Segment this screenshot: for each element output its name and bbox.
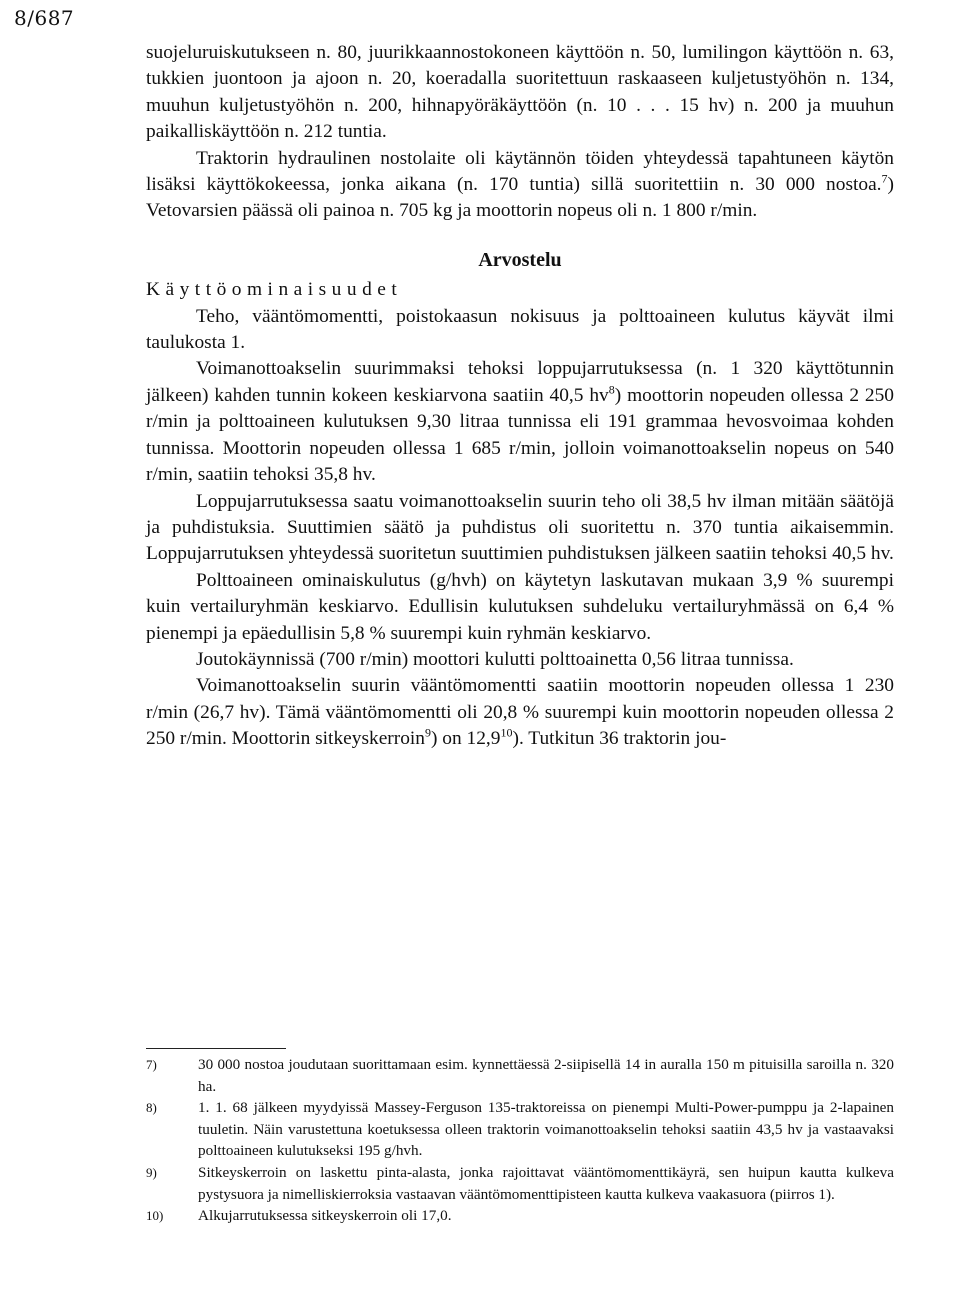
footnote-mark: 8) bbox=[146, 1100, 157, 1116]
paragraph-idle: Joutokäynnissä (700 r/min) moottori kulutti polttoainetta 0,56 litraa tunnissa. bbox=[196, 648, 794, 670]
paragraph-fuel-consumption: Polttoaineen ominaiskulutus (g/hvh) on käytetyn laskutavan mukaan 3,9 % suurempi kuin vertailuryhmän keskiarvo. Edullisin kulutuksen suhdeluku vertailuryhmässä on 6,4 % pienempi ja epäedullisin 5,8 % suurempi kuin ryhmän keskiarvo. bbox=[146, 569, 894, 644]
footnote-9 bbox=[146, 1162, 894, 1205]
subsection-heading: Käyttöominaisuudet bbox=[146, 279, 403, 301]
footnote-text: 1. 1. 68 jälkeen myydyissä Massey-Ferguson 135-traktoreissa on pienempi Multi-Power-pumppu ja 2-lapainen tuuletin. Näin varustettuna koetuksessa olleen traktorin voimanottoakselin tehoksi saatiin 43,5 hv ja vastaavaksi polttoaineen kulutukseksi 195 g/hvh. bbox=[198, 1099, 894, 1160]
body-text bbox=[146, 40, 894, 753]
paragraph-usage-hours: suojeluruiskutukseen n. 80, juurikkaannostokoneen käyttöön n. 50, lumilingon käyttöön n. 63, tukkien juontoon ja ajoon n. 20, koeradalla suoritettuun raskaaseen kuljetustyöhön n. 134, muuhun kuljetustyöhön n. 200, hihnapyöräkäyttöön (n. 10 . . . 15 hv) n. 200 ja muuhun paikalliskäyttöön n. 212 tuntia. bbox=[146, 42, 894, 143]
paragraph-pto-power bbox=[146, 356, 894, 488]
footnote-mark: 7) bbox=[146, 1057, 157, 1072]
paragraph-torque bbox=[146, 673, 894, 752]
torque-text-c: ). Tutkitun 36 traktorin jou- bbox=[512, 728, 727, 750]
paragraph-hydraulic-lift bbox=[146, 146, 894, 225]
page-number: 8/687 bbox=[14, 6, 75, 30]
footnote-8 bbox=[146, 1097, 894, 1162]
paragraph-teho: Teho, vääntömomentti, poistokaasun nokisuus ja polttoaineen kulutus käyvät ilmi taulukosta 1. bbox=[146, 305, 894, 354]
footnote-10 bbox=[146, 1205, 894, 1227]
footnote-text: 30 000 nostoa joudutaan suorittamaan esim. kynnettäessä 2-siipisellä 14 in auralla 150 m pituisilla saroilla n. 320 ha. bbox=[198, 1056, 894, 1095]
torque-text-a: Voimanottoakselin suurin vääntömomentti saatiin moottorin nopeuden ollessa 1 230 r/min (26,7 hv). Tämä vääntömomentti oli 20,8 % suurempi kuin moottorin nopeuden ollessa 2 250 r/min. Moottorin sitkeyskerroin bbox=[146, 675, 894, 750]
footnote-ref-7: 7 bbox=[881, 171, 888, 186]
pto-text-b: ) moottorin nopeuden ollessa 2 250 r/min ja polttoaineen kulutuksen 9,30 litraa tunnissa eli 191 grammaa hevosvoimaa kohden tunnissa. Moottorin nopeuden ollessa 1 685 r/min, jolloin voimanottoakselin nopeus on 540 r/min, saatiin tehoksi 35,8 hv. bbox=[146, 384, 894, 486]
hydraulic-text-b: ) Vetovarsien päässä oli painoa n. 705 kg ja moottorin nopeus oli n. 1 800 r/min. bbox=[146, 174, 894, 222]
footnote-7 bbox=[146, 1054, 894, 1097]
footnotes bbox=[146, 1054, 894, 1227]
footnote-ref-9: 9 bbox=[425, 725, 431, 740]
footnote-divider bbox=[146, 1048, 286, 1049]
section-heading: Arvostelu bbox=[478, 248, 562, 271]
paragraph-final-braking: Loppujarrutuksessa saatu voimanottoakselin suurin teho oli 38,5 hv ilman mitään säätöjä ja puhdistuksia. Suuttimien säätö ja puhdistus oli suoritettu n. 370 tuntia aikaisemmin. Loppujarrutuksen yhteydessä suoritetun suuttimien puhdistuksen jälkeen saatiin tehoksi 40,5 hv. bbox=[146, 490, 894, 565]
hydraulic-text-a: Traktorin hydraulinen nostolaite oli käytännön töiden yhteydessä tapahtuneen käytön lisäksi käyttökokeessa, jonka aikana (n. 170 tuntia) sillä suoritettiin n. 30 000 nostoa. bbox=[146, 147, 894, 196]
footnote-ref-8: 8 bbox=[608, 382, 615, 397]
torque-text-b: ) on 12,9 bbox=[431, 728, 501, 750]
footnote-ref-10: 10 bbox=[500, 725, 513, 740]
footnote-text: Alkujarrutuksessa sitkeyskerroin oli 17,0. bbox=[198, 1207, 452, 1225]
footnote-mark: 10) bbox=[146, 1208, 164, 1224]
pto-text-a: Voimanottoakselin suurimmaksi tehoksi loppujarrutuksessa (n. 1 320 käyttötunnin jälkeen) kahden tunnin kokeen keskiarvona saatiin 40,5 hv bbox=[146, 358, 894, 406]
footnote-text: Sitkeyskerroin on laskettu pinta-alasta, jonka rajoittavat vääntömomenttikäyrä, sen huipun kautta kulkeva pystysuora ja nimelliskierroksia vastaavan vääntömomenttipisteen kautta kulkeva vaakasuora (piirros 1). bbox=[198, 1163, 894, 1203]
footnote-mark: 9) bbox=[146, 1164, 157, 1180]
